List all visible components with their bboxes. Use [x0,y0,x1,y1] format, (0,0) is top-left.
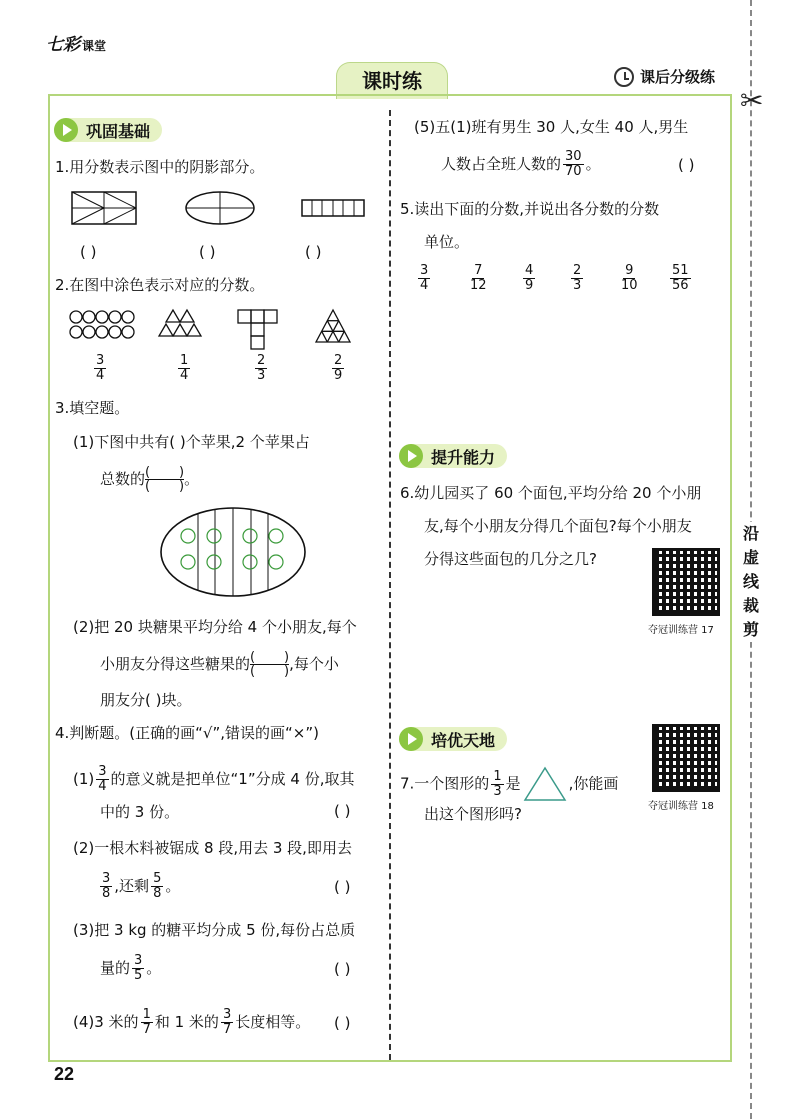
q3-part1-line1: (1)下图中共有( )个苹果,2 个苹果占 [73,433,310,451]
q5-fraction-5: $\frac{9}{10}$ [621,263,638,293]
q5-fraction-3: $\frac{4}{9}$ [525,263,534,293]
q3-apple-plate [158,506,308,602]
q5-line2: 单位。 [424,233,470,251]
q3-text: 3.填空题。 [55,399,130,417]
q4-part5-line2: 人数占全班人数的 $\frac{30}{70}$ 。 [441,149,601,179]
play-icon [399,727,423,751]
q3-part2-line3: 朋友分( )块。 [100,691,192,709]
page-title-tab: 课时练 [336,62,448,99]
q4-part1-line2: 中的 3 份。 [100,803,180,821]
q1-answer-blank-1[interactable]: ( ) [80,243,97,261]
q4-part2-line1: (2)一根木料被锯成 8 段,用去 3 段,即用去 [73,839,352,857]
play-icon [54,118,78,142]
q2-fraction-2: $\frac{1}{4}$ [180,353,189,383]
q2-fraction-1: $\frac{3}{4}$ [96,353,105,383]
q3-part2-line1: (2)把 20 块糖果平均分给 4 个小朋友,每个 [73,618,357,636]
q5-fraction-4: $\frac{2}{3}$ [573,263,582,293]
q3-part1-line2: 总数的 ( ) ( ) 。 [100,465,200,494]
qr-caption-18: 夺冠训练营 18 [648,801,714,812]
alarm-clock-icon [614,67,634,87]
cut-instruction: 沿 虚 线 裁 剪 [738,522,764,642]
q1-figures [70,190,390,230]
qr-caption-17: 夺冠训练营 17 [648,625,714,636]
q4-part3-line2: 量的 $\frac{3}{5}$ 。 [100,953,162,983]
scissors-icon: ✂ [740,84,764,117]
qr-code-17[interactable] [652,548,720,616]
q1-strip-figure [302,200,364,216]
q1-ellipse-figure [186,192,254,224]
column-divider [389,110,391,1060]
q5-fraction-2: $\frac{7}{12}$ [470,263,487,293]
q2-fraction-3: $\frac{2}{3}$ [257,353,266,383]
qr-code-18[interactable] [652,724,720,792]
section-improve: 提升能力 [399,444,507,468]
q3-fraction-blank-2[interactable]: ( ) ( ) [250,650,290,679]
q6-line3: 分得这些面包的几分之几? [424,550,597,568]
q2-circles-figure [70,311,134,338]
brand-logo: 七彩 课堂 [46,35,107,55]
q5-line1: 5.读出下面的分数,并说出各分数的分数 [400,200,660,218]
q4-part5-line1: (5)五(1)班有男生 30 人,女生 40 人,男生 [414,118,689,136]
q2-figures [66,308,366,354]
q7-line2: 出这个图形吗? [424,805,522,823]
q2-fraction-4: $\frac{2}{9}$ [334,353,343,383]
q2-text: 2.在图中涂色表示对应的分数。 [55,276,265,294]
q6-line1: 6.幼儿园买了 60 个面包,平均分给 20 个小朋 [400,484,702,502]
q4-part4: (4)3 米的 $\frac{1}{7}$ 和 1 米的 $\frac{3}{7}$ 长度相等。 [73,1007,311,1037]
q3-part2-line2: 小朋友分得这些糖果的 ( ) ( ) ,每个小 [100,650,339,679]
section-basic: 巩固基础 [54,118,162,142]
q4-part1-line1: (1) $\frac{3}{4}$ 的意义就是把单位“1”分成 4 份,取其 [73,764,355,794]
q2-triangles-figure [159,310,201,336]
q4-part2-line2: $\frac{3}{8}$ ,还剩 $\frac{5}{8}$ 。 [102,871,181,901]
q4-judge-blank-1[interactable]: ( ) [334,802,351,820]
q2-squares-figure [238,310,277,349]
q4-part3-line1: (3)把 3 kg 的糖平均分成 5 份,每份占总质 [73,921,356,939]
page-number: 22 [54,1064,75,1084]
q3-fraction-blank-1[interactable]: ( ) ( ) [145,465,185,494]
q2-big-triangle-figure [316,310,350,342]
q5-fraction-6: $\frac{51}{56}$ [672,263,689,293]
section-excel: 培优天地 [399,727,507,751]
triangle-shape [523,766,567,802]
q4-judge-blank-3[interactable]: ( ) [334,960,351,978]
q5-fraction-1: $\frac{3}{4}$ [420,263,429,293]
q1-answer-blank-3[interactable]: ( ) [305,243,322,261]
play-icon [399,444,423,468]
q4-judge-blank-4[interactable]: ( ) [334,1014,351,1032]
q4-judge-blank-2[interactable]: ( ) [334,878,351,896]
q1-answer-blank-2[interactable]: ( ) [199,243,216,261]
q1-text: 1.用分数表示图中的阴影部分。 [55,158,265,176]
q4-text: 4.判断题。(正确的画“√”,错误的画“×”) [55,724,319,742]
q1-rectangle-figure [72,192,136,224]
level-label: 课后分级练 [614,66,715,87]
q6-line2: 友,每个小朋友分得几个面包?每个小朋友 [424,517,692,535]
q7-line1: 7.一个图形的 $\frac{1}{3}$ 是 ,你能画 [400,766,618,802]
q4-judge-blank-5[interactable]: ( ) [678,156,695,174]
